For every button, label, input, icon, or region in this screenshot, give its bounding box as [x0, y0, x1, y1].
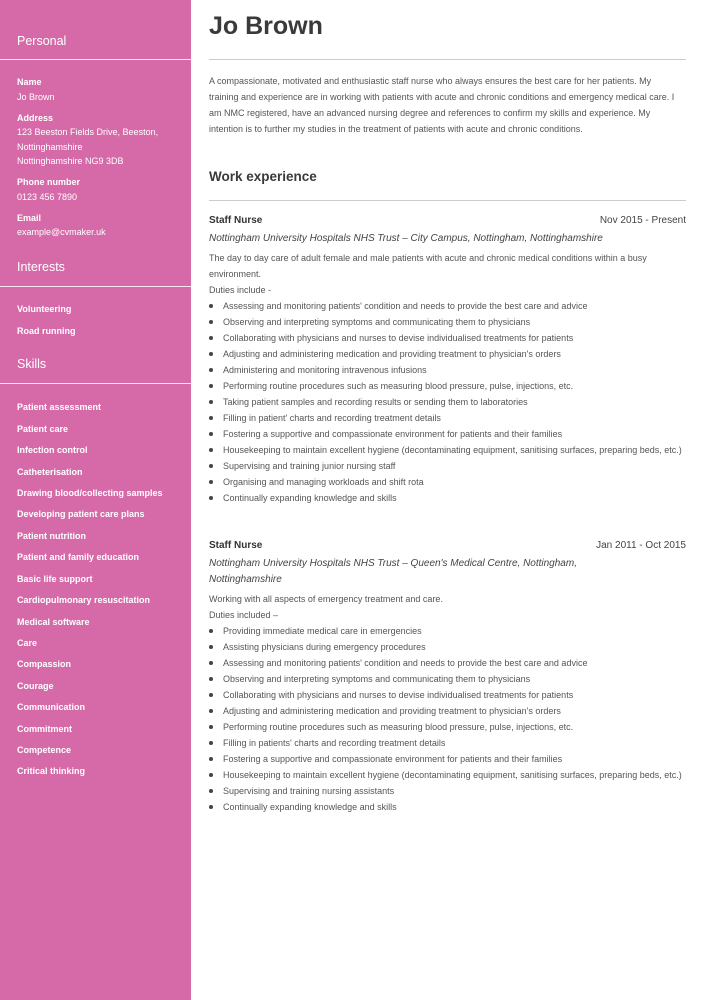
list-item — [209, 719, 686, 735]
skill-item: Infection control — [17, 445, 88, 455]
duty-text: Providing immediate medical care in emergencies — [223, 626, 422, 636]
list-item — [209, 751, 686, 767]
skills-heading: Skills — [17, 357, 47, 371]
address-line: Nottinghamshire — [17, 142, 83, 152]
duty-text: Housekeeping to maintain excellent hygiene (decontaminating equipment, sanitising surfaces, preparing beds, etc.) — [223, 770, 682, 780]
page-title: Jo Brown — [209, 12, 323, 40]
address-label: Address — [17, 113, 54, 123]
job-title: Staff Nurse — [209, 215, 263, 226]
bullet-icon — [209, 400, 213, 404]
title-divider — [209, 59, 686, 60]
job-description: The day to day care of adult female and male patients with acute and chronic medical conditions within a busy environment. — [209, 253, 647, 279]
bullet-icon — [209, 336, 213, 340]
duty-text: Supervising and training junior nursing staff — [223, 461, 396, 471]
list-item — [209, 298, 686, 314]
list-item — [209, 490, 686, 506]
duties-label: Duties included – — [209, 610, 279, 620]
skill-item: Courage — [17, 681, 54, 691]
phone-label: Phone number — [17, 177, 81, 187]
bullet-icon — [209, 432, 213, 436]
interest-item: Road running — [17, 326, 76, 336]
job-description: Working with all aspects of emergency treatment and care. — [209, 594, 443, 604]
duties-list — [209, 623, 686, 815]
skill-item: Critical thinking — [17, 766, 86, 776]
list-item — [209, 703, 686, 719]
name-label: Name — [17, 77, 42, 87]
bullet-icon — [209, 677, 213, 681]
skill-item: Competence — [17, 745, 72, 755]
bullet-icon — [209, 757, 213, 761]
list-item — [209, 346, 686, 362]
bullet-icon — [209, 368, 213, 372]
duty-text: Housekeeping to maintain excellent hygiene (decontaminating equipment, sanitising surfaces, preparing beds, etc.) — [223, 445, 682, 455]
skill-item: Basic life support — [17, 574, 93, 584]
job-entry — [209, 540, 686, 815]
skill-item: Compassion — [17, 659, 72, 669]
job-employer: Nottingham University Hospitals NHS Trust – Queen's Medical Centre, Nottingham, Nottinghamshire — [209, 558, 577, 585]
duty-text: Administering and monitoring intravenous infusions — [223, 365, 427, 375]
list-item — [209, 623, 686, 639]
skill-item: Catheterisation — [17, 467, 83, 477]
list-item — [209, 474, 686, 490]
list-item — [209, 426, 686, 442]
duty-text: Filling in patient' charts and recording treatment details — [223, 413, 441, 423]
bullet-icon — [209, 805, 213, 809]
email-value: example@cvmaker.uk — [17, 227, 106, 237]
skill-item: Patient nutrition — [17, 531, 86, 541]
list-item — [209, 458, 686, 474]
job-dates: Jan 2011 - Oct 2015 — [596, 540, 686, 551]
bullet-icon — [209, 384, 213, 388]
bullet-icon — [209, 352, 213, 356]
bullet-icon — [209, 709, 213, 713]
duty-text: Collaborating with physicians and nurses to devise individualised treatments for patients — [223, 690, 574, 700]
bullet-icon — [209, 464, 213, 468]
duties-list — [209, 298, 686, 506]
duty-text: Continually expanding knowledge and skills — [223, 802, 397, 812]
list-item — [209, 442, 686, 458]
duty-text: Performing routine procedures such as measuring blood pressure, pulse, injections, etc. — [223, 722, 574, 732]
sidebar — [0, 0, 191, 1000]
name-value: Jo Brown — [17, 92, 55, 102]
skills-divider — [0, 383, 191, 384]
list-item — [209, 362, 686, 378]
job-title: Staff Nurse — [209, 540, 263, 551]
list-item — [209, 330, 686, 346]
list-item — [209, 314, 686, 330]
work-experience-divider — [209, 200, 686, 201]
skill-item: Patient and family education — [17, 552, 140, 562]
duty-text: Adjusting and administering medication and providing treatment to physician's orders — [223, 706, 561, 716]
list-item — [209, 639, 686, 655]
duty-text: Fostering a supportive and compassionate environment for patients and their families — [223, 429, 563, 439]
interest-item: Volunteering — [17, 304, 72, 314]
job-employer: Nottingham University Hospitals NHS Trust – City Campus, Nottingham, Nottinghamshire — [209, 233, 603, 244]
duty-text: Supervising and training nursing assistants — [223, 786, 395, 796]
duty-text: Continually expanding knowledge and skills — [223, 493, 397, 503]
bullet-icon — [209, 304, 213, 308]
address-line: Nottinghamshire NG9 3DB — [17, 156, 124, 166]
bullet-icon — [209, 789, 213, 793]
list-item — [209, 799, 686, 815]
list-item — [209, 394, 686, 410]
bullet-icon — [209, 741, 213, 745]
duty-text: Adjusting and administering medication and providing treatment to physician's orders — [223, 349, 561, 359]
skill-item: Care — [17, 638, 38, 648]
interests-divider — [0, 286, 191, 287]
profile-summary: A compassionate, motivated and enthusiastic staff nurse who always ensures the best care for her patients. My training and experience are in working with patients with acute and chronic conditions and emergency medical care. I am NMC registered, have an advanced nursing degree and references to confirm my skills and experience. My intention is to further my studies in the treatment of patients with acute and chronic conditions. — [209, 76, 675, 134]
bullet-icon — [209, 416, 213, 420]
job-dates: Nov 2015 - Present — [599, 215, 686, 226]
duty-text: Assisting physicians during emergency procedures — [223, 642, 426, 652]
duty-text: Performing routine procedures such as measuring blood pressure, pulse, injections, etc. — [223, 381, 574, 391]
skill-item: Cardiopulmonary resuscitation — [17, 595, 151, 605]
list-item — [209, 767, 686, 783]
skill-item: Medical software — [17, 617, 90, 627]
skill-item: Drawing blood/collecting samples — [17, 488, 163, 498]
bullet-icon — [209, 629, 213, 633]
interests-heading: Interests — [17, 260, 65, 274]
skill-item: Communication — [17, 702, 86, 712]
bullet-icon — [209, 645, 213, 649]
list-item — [209, 671, 686, 687]
work-experience-heading: Work experience — [209, 169, 317, 184]
list-item — [209, 655, 686, 671]
personal-divider — [0, 59, 191, 60]
phone-value: 0123 456 7890 — [17, 192, 78, 202]
personal-heading: Personal — [17, 34, 67, 48]
list-item — [209, 410, 686, 426]
list-item — [209, 783, 686, 799]
bullet-icon — [209, 693, 213, 697]
address-line: 123 Beeston Fields Drive, Beeston, — [17, 127, 159, 137]
bullet-icon — [209, 661, 213, 665]
duty-text: Observing and interpreting symptoms and communicating them to physicians — [223, 674, 531, 684]
duty-text: Assessing and monitoring patients' condition and needs to provide the best care and advice — [223, 658, 588, 668]
bullet-icon — [209, 496, 213, 500]
email-label: Email — [17, 213, 42, 223]
bullet-icon — [209, 448, 213, 452]
skill-item: Developing patient care plans — [17, 509, 145, 519]
duty-text: Filling in patients' charts and recording treatment details — [223, 738, 446, 748]
duty-text: Observing and interpreting symptoms and communicating them to physicians — [223, 317, 531, 327]
duty-text: Taking patient samples and recording results or sending them to laboratories — [223, 397, 528, 407]
duty-text: Fostering a supportive and compassionate environment for patients and their families — [223, 754, 563, 764]
list-item — [209, 735, 686, 751]
skill-item: Commitment — [17, 724, 73, 734]
bullet-icon — [209, 320, 213, 324]
job-entry — [209, 215, 686, 506]
duties-label: Duties include - — [209, 285, 272, 295]
skill-item: Patient care — [17, 424, 69, 434]
duty-text: Collaborating with physicians and nurses to devise individualised treatments for patients — [223, 333, 574, 343]
list-item — [209, 378, 686, 394]
list-item — [209, 687, 686, 703]
duty-text: Organising and managing workloads and shift rota — [223, 477, 424, 487]
bullet-icon — [209, 773, 213, 777]
bullet-icon — [209, 480, 213, 484]
bullet-icon — [209, 725, 213, 729]
skill-item: Patient assessment — [17, 402, 102, 412]
duty-text: Assessing and monitoring patients' condition and needs to provide the best care and advice — [223, 301, 588, 311]
